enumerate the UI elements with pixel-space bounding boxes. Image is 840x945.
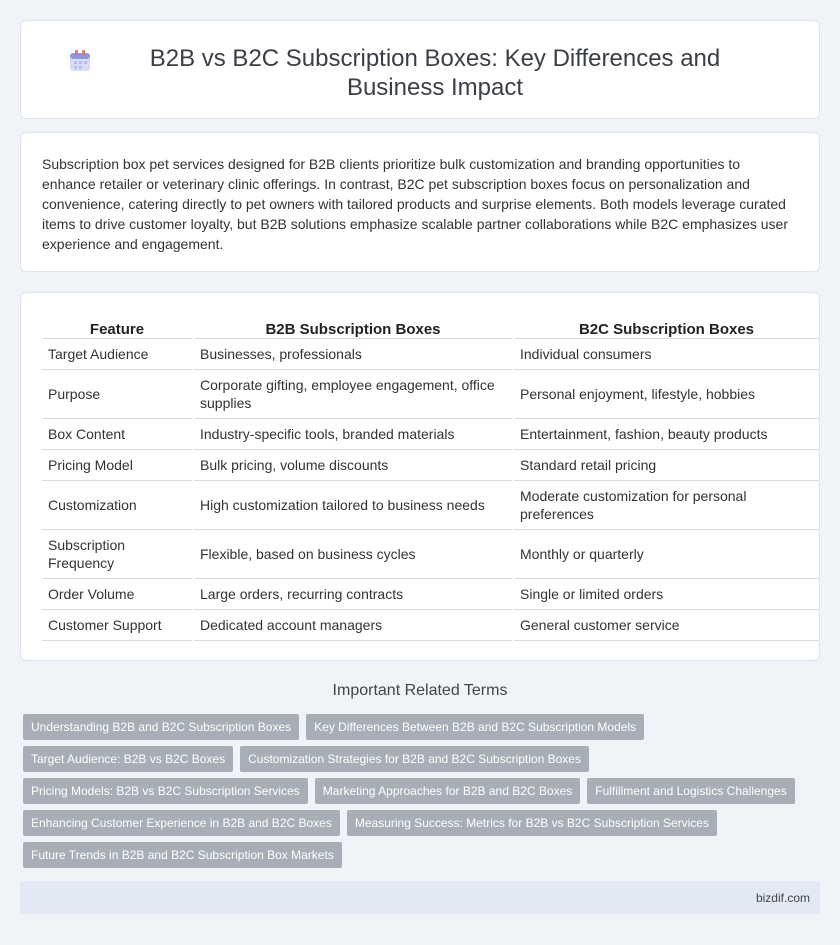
table-row [42, 369, 819, 418]
table-row [42, 609, 819, 640]
feature-cell: Purpose [42, 369, 193, 418]
b2c-cell: Personal enjoyment, lifestyle, hobbies [513, 369, 819, 418]
b2c-cell: Standard retail pricing [513, 449, 819, 480]
b2b-cell: Industry-specific tools, branded materials [193, 418, 513, 449]
related-term-tag[interactable]: Future Trends in B2B and B2C Subscription Box Markets [23, 842, 342, 868]
b2b-cell: Large orders, recurring contracts [193, 578, 513, 609]
related-terms-list [23, 714, 803, 868]
b2b-cell: Flexible, based on business cycles [193, 529, 513, 578]
related-term-tag[interactable]: Key Differences Between B2B and B2C Subscription Models [306, 714, 644, 740]
feature-cell: Customer Support [42, 609, 193, 640]
header-b2b: B2B Subscription Boxes [193, 315, 513, 338]
comparison-card [20, 292, 820, 661]
header-b2c: B2C Subscription Boxes [513, 315, 819, 338]
intro-paragraph: Subscription box pet services designed for B2B clients prioritize bulk customization and branding opportunities to enhance retailer or veterinary clinic offerings. In contrast, B2C pet subscription boxes focus on personalization and convenience, catering directly to pet owners with tailored products and surprise elements. Both models leverage curated items to drive customer loyalty, but B2B solutions emphasize scalable partner collaborations while B2C emphasizes user experience and engagement. [42, 156, 788, 252]
related-term-tag[interactable]: Enhancing Customer Experience in B2B and B2C Boxes [23, 810, 340, 836]
b2c-cell: General customer service [513, 609, 819, 640]
b2c-cell: Moderate customization for personal preferences [513, 480, 819, 529]
table-row [42, 449, 819, 480]
header-feature: Feature [42, 315, 193, 338]
related-term-tag[interactable]: Understanding B2B and B2C Subscription Boxes [23, 714, 299, 740]
feature-cell: Pricing Model [42, 449, 193, 480]
table-row [42, 578, 819, 609]
footer-site-link[interactable]: bizdif.com [755, 891, 810, 905]
table-header-row [42, 315, 819, 338]
feature-cell: Customization [42, 480, 193, 529]
b2b-cell: Corporate gifting, employee engagement, office supplies [193, 369, 513, 418]
b2c-cell: Entertainment, fashion, beauty products [513, 418, 819, 449]
intro-card [20, 132, 820, 272]
title-card [20, 20, 820, 119]
table-row [42, 338, 819, 369]
related-term-tag[interactable]: Marketing Approaches for B2B and B2C Boxes [315, 778, 580, 804]
related-term-tag[interactable]: Pricing Models: B2B vs B2C Subscription Services [23, 778, 308, 804]
table-row [42, 418, 819, 449]
b2c-cell: Single or limited orders [513, 578, 819, 609]
footer [20, 881, 820, 914]
b2b-cell: Dedicated account managers [193, 609, 513, 640]
b2c-cell: Individual consumers [513, 338, 819, 369]
comparison-table [42, 315, 819, 641]
feature-cell: Subscription Frequency [42, 529, 193, 578]
table-row [42, 480, 819, 529]
related-term-tag[interactable]: Target Audience: B2B vs B2C Boxes [23, 746, 233, 772]
page-title: B2B vs B2C Subscription Boxes: Key Differences and Business Impact [149, 45, 721, 101]
b2b-cell: Businesses, professionals [193, 338, 513, 369]
related-term-tag[interactable]: Fulfillment and Logistics Challenges [587, 778, 794, 804]
feature-cell: Target Audience [42, 338, 193, 369]
b2b-cell: High customization tailored to business needs [193, 480, 513, 529]
table-row [42, 529, 819, 578]
related-terms-heading: Important Related Terms [332, 682, 508, 699]
related-term-tag[interactable]: Measuring Success: Metrics for B2B vs B2C Subscription Services [347, 810, 717, 836]
b2b-cell: Bulk pricing, volume discounts [193, 449, 513, 480]
b2c-cell: Monthly or quarterly [513, 529, 819, 578]
feature-cell: Order Volume [42, 578, 193, 609]
related-term-tag[interactable]: Customization Strategies for B2B and B2C Subscription Boxes [240, 746, 589, 772]
feature-cell: Box Content [42, 418, 193, 449]
